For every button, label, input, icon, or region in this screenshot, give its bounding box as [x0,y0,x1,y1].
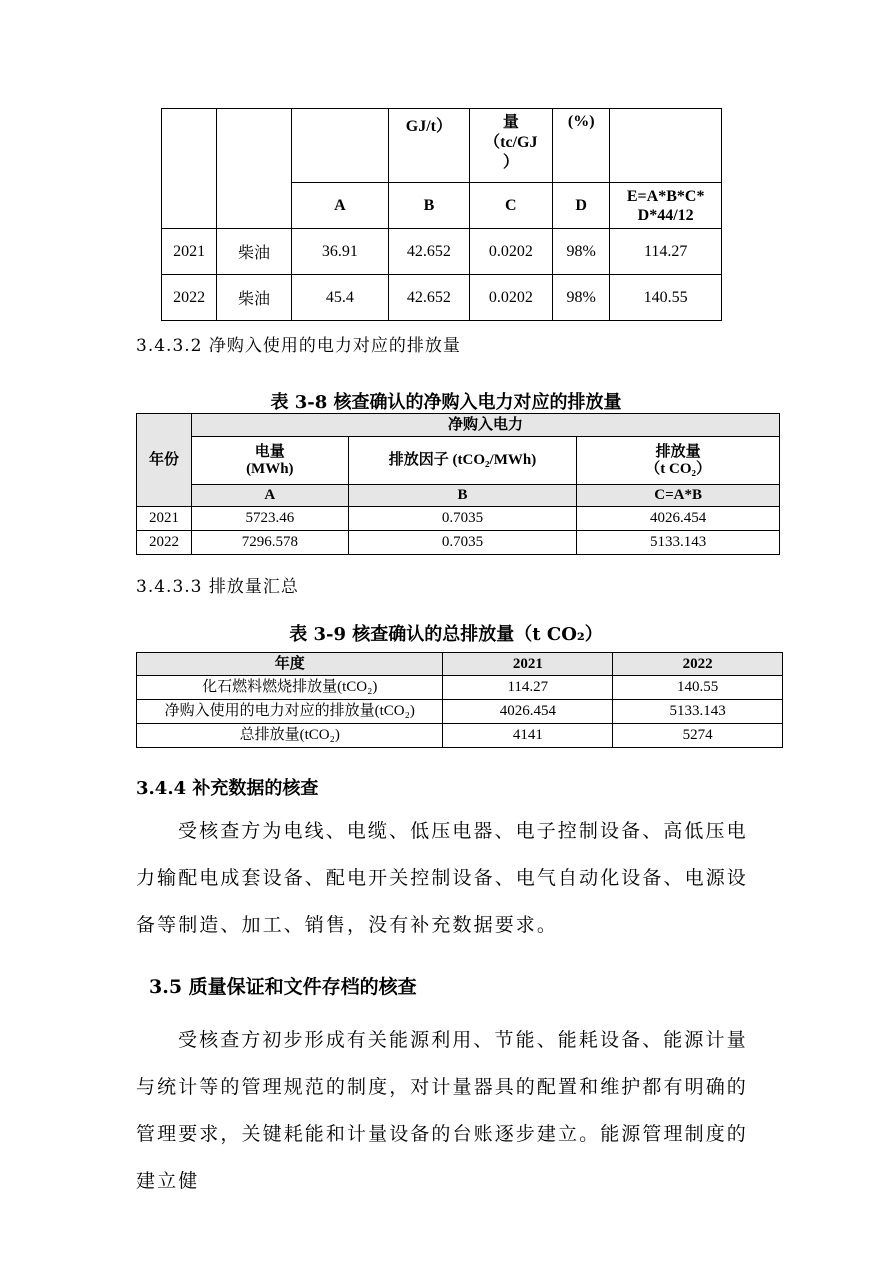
table-cell: 36.91 [291,229,389,275]
table-header-cell: 2021 [443,653,613,676]
table-header-cell: 年份 [137,414,192,507]
table-cell: 4141 [443,724,613,748]
table-cell [291,109,389,183]
table-cell: 总排放量(tCO₂) [137,724,443,748]
table-header-cell: GJ/t） [389,109,469,183]
table-header-cell: D [553,183,610,229]
table-header-cell: 净购入电力 [191,414,779,437]
section-heading-3432: 3.4.3.2 净购入使用的电力对应的排放量 [136,336,461,356]
table-cell: 化石燃料燃烧排放量(tCO₂) [137,676,443,700]
table-cell: 2021 [162,229,217,275]
table-cell: 140.55 [613,676,783,700]
table-row [162,275,722,321]
table-cell: 4026.454 [443,700,613,724]
table-cell: 114.27 [443,676,613,700]
table-cell: 42.652 [389,275,469,321]
table-cell: 5133.143 [613,700,783,724]
table-header-cell: E=A*B*C* D*44/12 [610,183,722,229]
table-header-cell: B [389,183,469,229]
table-header-cell: 排放量 （t CO₂） [577,437,780,485]
table-cell: 140.55 [610,275,722,321]
table-row [137,507,780,531]
table-cell: 2022 [162,275,217,321]
table-row [137,531,780,555]
table-cell: 柴油 [217,275,291,321]
table-header-cell: C=A*B [577,485,780,507]
table-cell [217,109,291,229]
table-cell: 净购入使用的电力对应的排放量(tCO₂) [137,700,443,724]
electricity-emission-table [136,413,780,555]
table-cell: 2022 [137,531,192,555]
table-header-cell: 量 （tc/GJ ） [469,109,552,183]
table-header-cell: A [191,485,348,507]
table-cell: 42.652 [389,229,469,275]
table-header-cell: 排放因子 (tCO₂/MWh) [348,437,577,485]
table-header-cell: C [469,183,552,229]
fuel-emission-table [161,108,722,321]
table-row [162,229,722,275]
table-row [137,700,783,724]
table-header-cell: 2022 [613,653,783,676]
table-cell: 98% [553,275,610,321]
table-cell: 5133.143 [577,531,780,555]
table-cell: 0.7035 [348,507,577,531]
table-cell [610,109,722,183]
table-cell: 柴油 [217,229,291,275]
table-cell [162,109,217,229]
section-title-35: 3.5 质量保证和文件存档的核查 [149,976,417,998]
paragraph-text: 受核查方为电线、电缆、低压电器、电子控制设备、高低压电力输配电成套设备、配电开关控制设备、电气自动化设备、电源设备等制造、加工、销售，没有补充数据要求。 [136,820,748,936]
section-title-344: 3.4.4 补充数据的核查 [136,778,319,799]
paragraph-344 [136,808,766,949]
table-cell: 114.27 [610,229,722,275]
table-row [137,676,783,700]
table-cell: 0.0202 [469,229,552,275]
table-caption: 表 3-9 核查确认的总排放量（t CO₂） [289,624,603,645]
section-heading-3433: 3.4.3.3 排放量汇总 [136,577,299,597]
table-header-cell: A [291,183,389,229]
paragraph-35 [136,1017,766,1205]
table-cell: 0.0202 [469,275,552,321]
table-caption: 表 3-8 核查确认的净购入电力对应的排放量 [270,392,622,413]
total-emission-table [136,652,783,748]
table-cell: 98% [553,229,610,275]
table-cell: 45.4 [291,275,389,321]
table-cell: 0.7035 [348,531,577,555]
table-header-cell: B [348,485,577,507]
table-cell: 4026.454 [577,507,780,531]
table-cell: 7296.578 [191,531,348,555]
table-cell: 5274 [613,724,783,748]
table-header-cell: (%) [553,109,610,183]
paragraph-text: 受核查方初步形成有关能源利用、节能、能耗设备、能源计量与统计等的管理规范的制度，对计量器具的配置和维护都有明确的管理要求，关键耗能和计量设备的台账逐步建立。能源管理制度的建立健 [136,1029,748,1192]
table-header-cell: 年度 [137,653,443,676]
table-cell: 5723.46 [191,507,348,531]
table-row [137,724,783,748]
table-cell: 2021 [137,507,192,531]
table-header-cell: 电量 (MWh) [191,437,348,485]
